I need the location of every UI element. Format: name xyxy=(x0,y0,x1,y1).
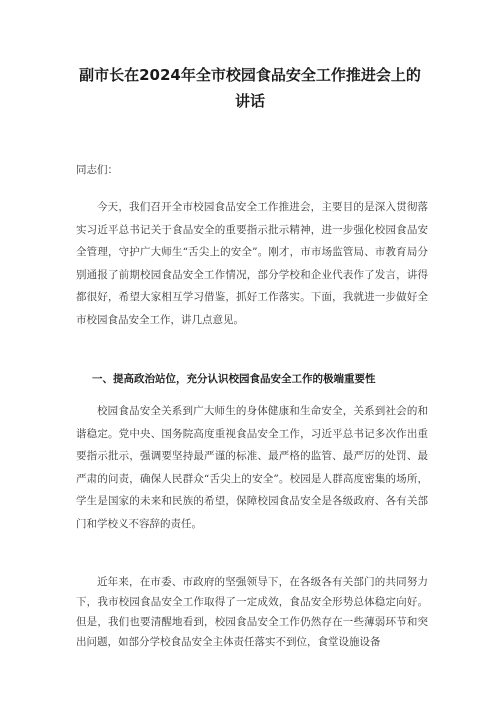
document-title-line1: 副市长在2024年全市校园食品安全工作推进会上的 xyxy=(79,66,421,84)
paragraph-section-1: 校园食品安全关系到广大师生的身体健康和生命安全，关系到社会的和谐稳定。党中央、国务院高度重视食品安全工作，习近平总书记多次作出重要指示批示，强调要坚持最严谨的标准、最严格的监管、最严厉的处罚、最严肃的问责，确保人民群众“舌尖上的安全”。校园是人群高度密集的场所，学生是国家的未来和民族的希望，保障校园食品安全是各级政府、各有关部门和学校义不容辞的责任。 xyxy=(76,405,428,530)
greeting: 同志们： xyxy=(76,164,118,176)
section-heading-1: 一、提高政治站位，充分认识校园食品安全工作的极端重要性 xyxy=(92,373,376,385)
document-title-line2: 讲话 xyxy=(234,92,265,110)
paragraph-intro: 今天，我们召开全市校园食品安全工作推进会，主要目的是深入贯彻落实习近平总书记关于食品安全的重要指示批示精神，进一步强化校园食品安全管理，守护广大师生“舌尖上的安全”。刚才，市市场监管局、市教育局分别通报了前期校园食品安全工作情况，部分学校和企业代表作了发言，讲得都很好，希望大家相互学习借鉴，抓好工作落实。下面，我就进一步做好全市校园食品安全工作，讲几点意见。 xyxy=(76,201,428,326)
paragraph-section-1-continued: 近年来，在市委、市政府的坚强领导下，在各级各有关部门的共同努力下，我市校园食品安全工作取得了一定成效，食品安全形势总体稳定向好。但是，我们也要清醒地看到，校园食品安全工作仍然存在一些薄弱环节和突出问题，如部分学校食品安全主体责任落实不到位，食堂设施设备 xyxy=(76,576,428,648)
